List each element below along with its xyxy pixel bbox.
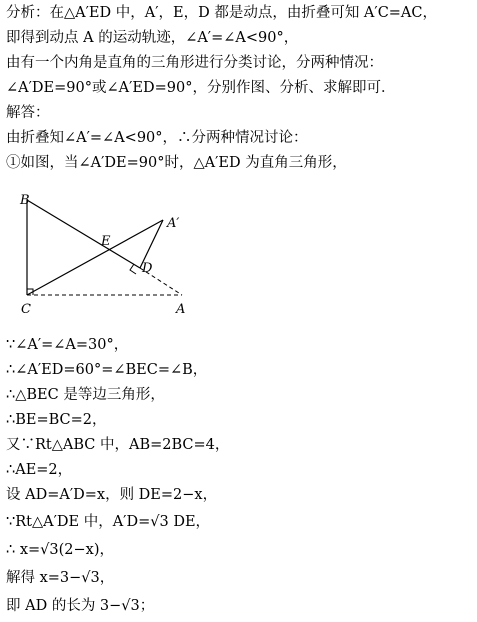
label-A-prime: A′ [167,216,180,231]
text-line-17: 解得 x=3−√3， [6,570,115,586]
text-line-18: 即 AD 的长为 3−√3； [6,598,155,614]
text-line-6: 由折叠知∠A′=∠A<90°，∴分两种情况讨论： [6,130,308,146]
text-line-8: ∵∠A′=∠A=30°， [6,337,129,353]
text-line-1: 分析：在△A′ED 中，A′，E，D 都是动点，由折叠可知 A′C=AC， [6,5,437,21]
text-line-15: ∵Rt△A′DE 中，A′D=√3 DE， [6,514,211,530]
text-line-12: 又∵Rt△ABC 中，AB=2BC=4， [6,437,230,453]
label-C: C [21,302,31,317]
text-line-11: ∴BE=BC=2， [6,412,107,428]
geometry-figure [0,182,220,322]
text-line-7: ①如图，当∠A′DE=90°时，△A′ED 为直角三角形， [6,155,347,171]
text-line-14: 设 AD=A′D=x，则 DE=2−x， [6,487,218,503]
label-E: E [101,234,111,249]
triangle-diagram [0,182,220,322]
text-line-16: ∴ x=√3(2−x)， [6,542,114,558]
text-line-5: 解答： [6,105,50,121]
text-line-2: 即得到动点 A 的运动轨迹，∠A′=∠A<90°， [6,30,299,46]
segment-BD [27,200,140,268]
label-A: A [176,302,186,317]
segment-CA-prime [27,220,163,295]
text-line-10: ∴△BEC 是等边三角形， [6,387,165,403]
text-line-3: 由有一个内角是直角的三角形进行分类讨论，分两种情况： [6,55,383,71]
text-line-13: ∴AE=2， [6,462,73,478]
text-line-4: ∠A′DE=90°或∠A′ED=90°，分别作图、分析、求解即可． [6,80,396,96]
label-B: B [20,193,30,208]
label-D: D [142,261,153,276]
text-line-9: ∴∠A′ED=60°=∠BEC=∠B， [6,362,208,378]
